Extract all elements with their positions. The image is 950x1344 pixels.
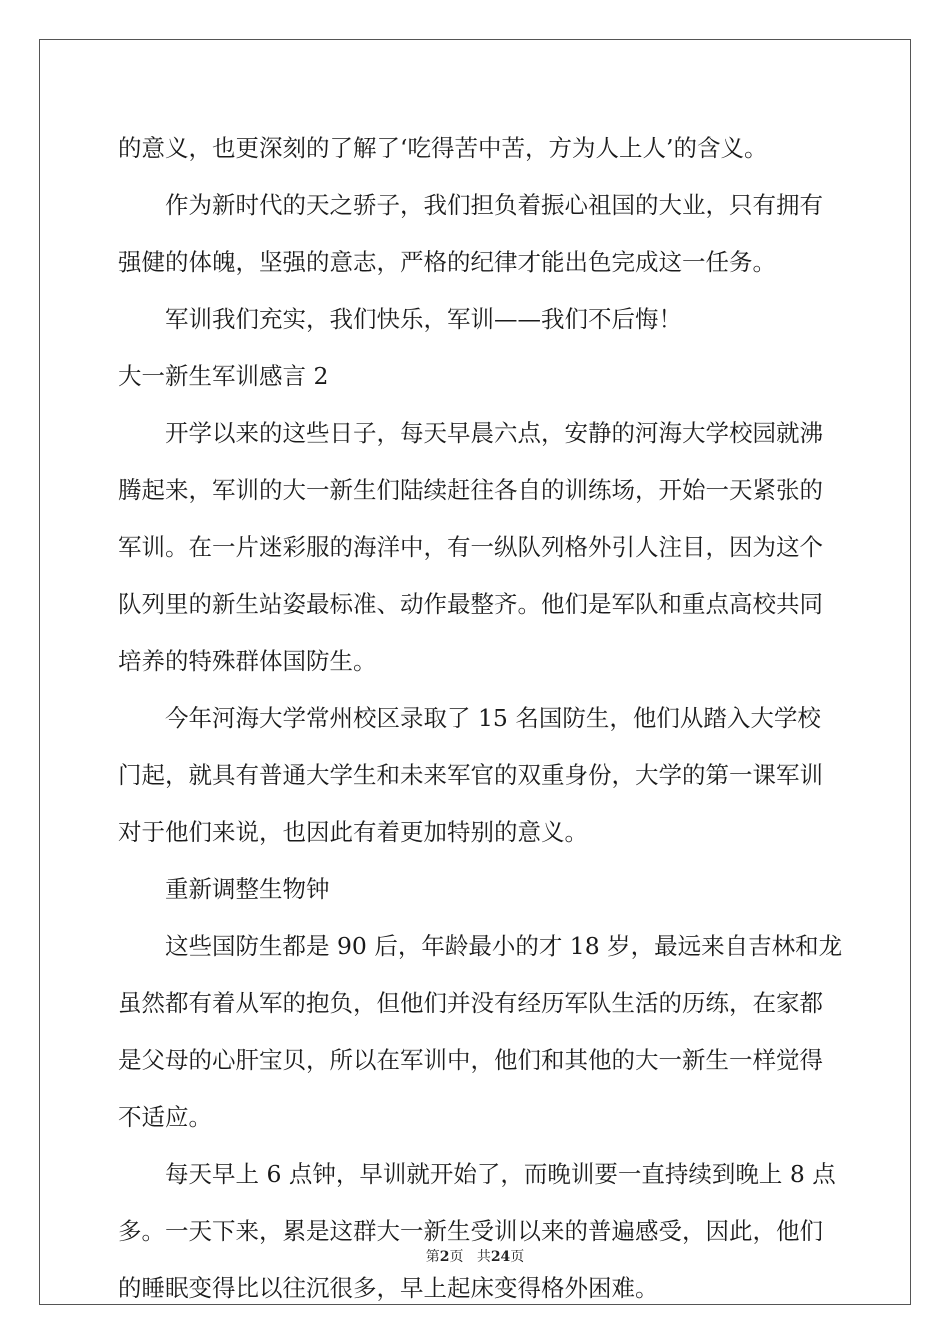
text-line: 每天早上 6 点钟，早训就开始了，而晚训要一直持续到晚上 8 点: [165, 1160, 836, 1188]
text-line: 这些国防生都是 90 后，年龄最小的才 18 岁，最远来自吉林和龙: [165, 932, 843, 960]
text-line: 开学以来的这些日子，每天早晨六点，安静的河海大学校园就沸: [165, 419, 823, 447]
text-line: 作为新时代的天之骄子，我们担负着振心祖国的大业，只有拥有: [165, 191, 823, 219]
text-line: 强健的体魄，坚强的意志，严格的纪律才能出色完成这一任务。: [118, 248, 776, 276]
total-suffix: 页: [510, 1249, 525, 1265]
text-line: 是父母的心肝宝贝，所以在军训中，他们和其他的大一新生一样觉得: [118, 1046, 823, 1074]
current-page-number: 2: [439, 1249, 450, 1265]
page-prefix: 第: [425, 1249, 440, 1265]
text-line: 不适应。: [118, 1103, 212, 1131]
section-heading: 大一新生军训感言 2: [118, 362, 329, 390]
text-line: 多。一天下来，累是这群大一新生受训以来的普遍感受，因此，他们: [118, 1217, 823, 1245]
total-pages-number: 24: [490, 1249, 511, 1265]
text-line: 队列里的新生站姿最标准、动作最整齐。他们是军队和重点高校共同: [118, 590, 823, 618]
subheading: 重新调整生物钟: [165, 875, 330, 903]
page-suffix: 页: [449, 1249, 464, 1265]
text-line: 今年河海大学常州校区录取了 15 名国防生，他们从踏入大学校: [165, 704, 821, 732]
text-line: 虽然都有着从军的抱负，但他们并没有经历军队生活的历练，在家都: [118, 989, 823, 1017]
text-line: 军训。在一片迷彩服的海洋中，有一纵队列格外引人注目，因为这个: [118, 533, 823, 561]
text-line: 对于他们来说，也因此有着更加特别的意义。: [118, 818, 588, 846]
text-line: 门起，就具有普通大学生和未来军官的双重身份，大学的第一课军训: [118, 761, 823, 789]
text-line: 的意义，也更深刻的了解了‘吃得苦中苦，方为人上人’的含义。: [118, 134, 768, 162]
page-footer: [0, 1246, 950, 1266]
total-prefix: 共: [476, 1249, 491, 1265]
text-line: 军训我们充实，我们快乐，军训——我们不后悔！: [165, 305, 682, 333]
document-body: [118, 120, 843, 1317]
text-line: 培养的特殊群体国防生。: [118, 647, 377, 675]
text-line: 的睡眠变得比以往沉很多，早上起床变得格外困难。: [118, 1274, 659, 1302]
text-line: 腾起来，军训的大一新生们陆续赶往各自的训练场，开始一天紧张的: [118, 476, 823, 504]
